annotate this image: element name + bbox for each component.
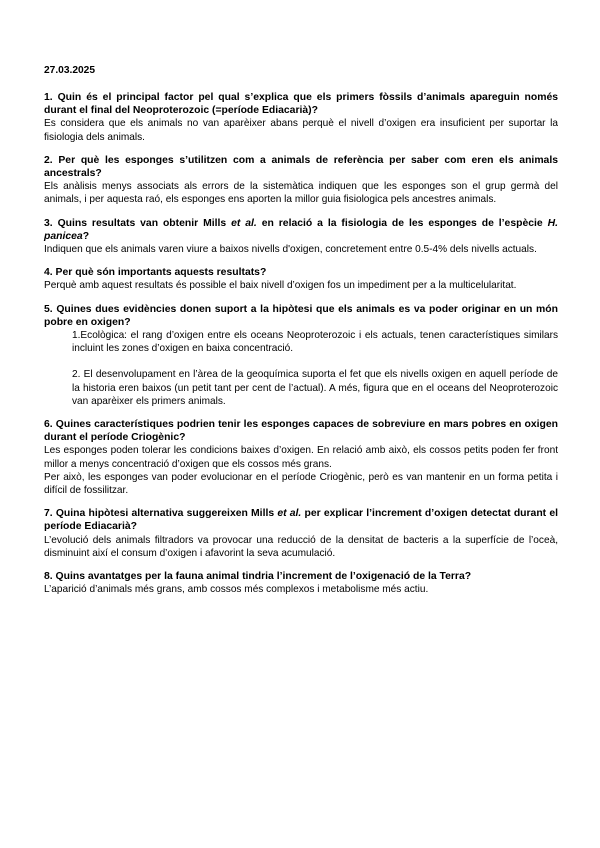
- question-2-title: 2. Per què les esponges s’utilitzen com a animals de referència per saber com eren els animals ancestrals?: [44, 154, 558, 180]
- question-5-point-1: 1.Ecològica: el rang d’oxigen entre els oceans Neoproterozoic i els actuals, tenen característiques similars incluint les zones d’oxigen en baixa concentració.: [72, 330, 558, 355]
- question-3-title: [44, 217, 558, 243]
- document-page: [44, 64, 558, 607]
- question-5: [44, 303, 558, 408]
- question-1: [44, 91, 558, 144]
- question-3-title-part-c: ?: [82, 230, 90, 242]
- question-6-title: 6. Quines característiques podrien tenir les esponges capaces de sobreviure en mars pobres en oxigen durant el període Criogènic?: [44, 419, 558, 444]
- question-1-answer: Es considera que els animals no van aparèixer abans perquè el nivell d’oxigen era insuficient per suportar la fisiologia dels animals.: [44, 118, 558, 143]
- question-3-title-part-a: 3. Quins resultats van obtenir Mills: [44, 217, 232, 229]
- question-2-answer: Els anàlisis menys associats als errors de la sistemàtica indiquen que les esponges son el grup germà del animals, i per aquesta raó, els esponges ens aporten la millor guia fisiologica pels ancestres animals.: [44, 181, 558, 206]
- question-8-title: 8. Quins avantatges per la fauna animal tindria l’increment de l’oxigenació de la Terra?: [44, 571, 472, 583]
- question-1-title: 1. Quin és el principal factor pel qual s’explica que els primers fòssils d’animals apareguin només durant el final del Neoproterozoic (=període Ediacarià)?: [44, 92, 558, 117]
- question-7-title-part-b: per explicar l’increment d’oxigen detectat durant el període Ediacarià?: [44, 508, 558, 533]
- question-4-title: 4. Per què són importants aquests resultats?: [44, 267, 267, 279]
- question-3-title-etal: et al.: [231, 217, 257, 229]
- question-8-answer: L’aparició d’animals més grans, amb cossos més complexos i metabolisme més actiu.: [44, 584, 429, 596]
- question-6-answer-2: Per això, les esponges van poder evolucionar en el període Criogènic, però es van mantenir en un forma petita i difícil de fossilitzar.: [44, 471, 558, 497]
- question-7: [44, 507, 558, 560]
- question-3-title-part-b: en relació a la fisiologia de les esponges de l’espècie: [256, 217, 548, 229]
- question-7-title-etal: et al.: [277, 508, 302, 520]
- question-7-answer: L’evolució dels animals filtradors va provocar una reducció de la densitat de bacteris a la superfície de l’oceà, disminuint així el consum d’oxigen i afavorint la seva acumulació.: [44, 534, 558, 559]
- question-3: [44, 217, 558, 257]
- question-3-title-species: H. panicea: [44, 217, 558, 242]
- question-4-answer: Perquè amb aquest resultats és possible el baix nivell d’oxigen fos un impediment per a la multicelularitat.: [44, 280, 517, 292]
- question-6: [44, 418, 558, 497]
- question-3-answer: Indiquen que els animals varen viure a baixos nivells d'oxigen, concretement entre 0.5-4% dels nivells actuals.: [44, 244, 537, 256]
- question-5-title: 5. Quines dues evidències donen suport a la hipòtesi que els animals es va poder originar en un món pobre en oxigen?: [44, 303, 558, 328]
- question-6-answer-1: Les esponges poden tolerar les condicions baixes d’oxigen. En relació amb això, els cossos petits poden fer front millor a menys concentració d’oxigen que els cossos més grans.: [44, 445, 558, 470]
- question-8: [44, 570, 558, 596]
- document-date: 27.03.2025: [44, 65, 95, 76]
- question-5-spacer: [44, 355, 558, 368]
- question-4: [44, 266, 558, 292]
- question-7-title-part-a: 7. Quina hipòtesi alternativa suggereixen Mills: [44, 508, 278, 520]
- question-2: [44, 154, 558, 207]
- question-7-title: [44, 507, 558, 533]
- question-5-point-2: 2. El desenvolupament en l’àrea de la geoquímica suporta el fet que els nivells oxigen en aquell període de la historia eren baixos (un petit tant per cent de l’actual). A més, figura que en el oceans del Neoproterozoic van aparèixer els primers animals.: [72, 369, 558, 407]
